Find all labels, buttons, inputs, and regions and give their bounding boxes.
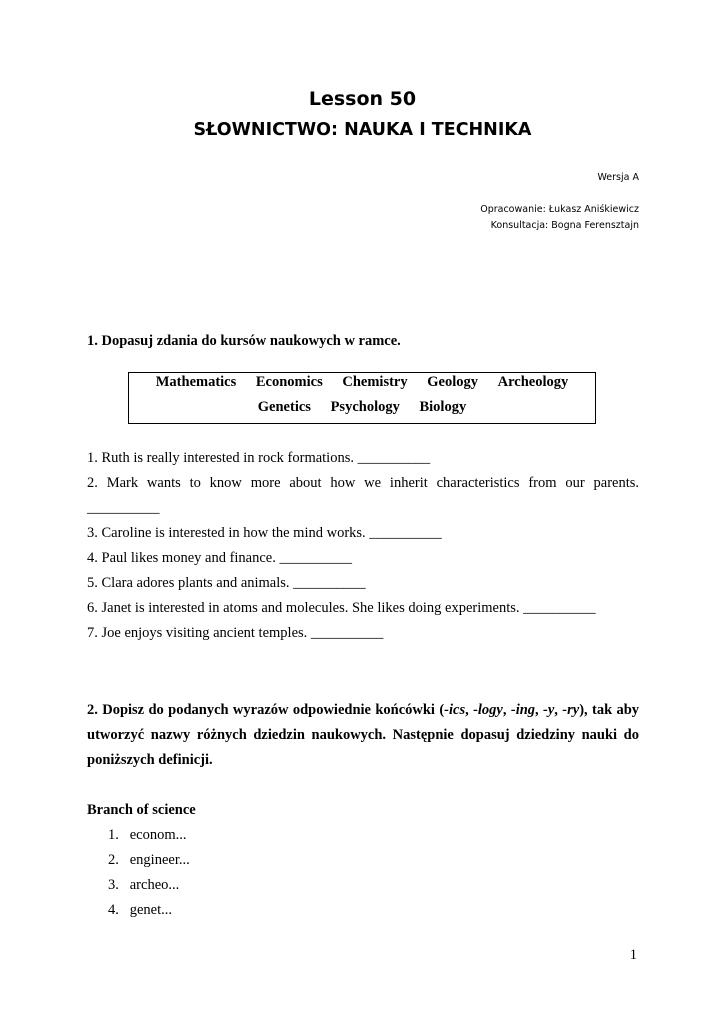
exercise1-item-7: 7. Joe enjoys visiting ancient temples. __________ bbox=[87, 625, 384, 641]
exercise2-heading-part1: 2. Dopisz do podanych wyrazów odpowiednie końcówki ( bbox=[87, 702, 445, 718]
word-chemistry: Chemistry bbox=[342, 374, 408, 390]
lesson-subtitle: SŁOWNICTWO: NAUKA I TECHNIKA bbox=[193, 120, 532, 140]
exercise1-item-6: 6. Janet is interested in atoms and molecules. She likes doing experiments. __________ bbox=[87, 600, 596, 616]
suffix-ry: -ry bbox=[562, 702, 580, 718]
suffix-ics: -ics bbox=[444, 702, 466, 718]
suffix-logy: -logy bbox=[473, 702, 503, 718]
exercise1-item-1: 1. Ruth is really interested in rock formations. __________ bbox=[87, 450, 431, 466]
exercise1-item-2: 2. Mark wants to know more about how we inherit characteristics from our parents. bbox=[87, 475, 639, 491]
page-number: 1 bbox=[629, 947, 637, 963]
branch-item-4: 4. genet... bbox=[108, 902, 173, 918]
exercise1-heading: 1. Dopasuj zdania do kursów naukowych w ramce. bbox=[87, 333, 401, 349]
exercise2-heading bbox=[87, 698, 639, 773]
word-box bbox=[128, 372, 596, 424]
word-mathematics: Mathematics bbox=[155, 374, 237, 390]
branch-item-3: 3. archeo... bbox=[108, 877, 180, 893]
exercise2-heading-part2: ), tak aby utworzyć nazwy różnych dziedzin naukowych. Następnie dopasuj dziedziny nauki do poniższych definicji. bbox=[87, 702, 640, 768]
suffix-sep-1: , bbox=[465, 702, 474, 718]
suffix-sep-3: , bbox=[535, 702, 544, 718]
word-psychology: Psychology bbox=[330, 399, 400, 415]
word-archeology: Archeology bbox=[497, 374, 569, 390]
word-biology: Biology bbox=[419, 399, 467, 415]
lesson-title: Lesson 50 bbox=[308, 88, 417, 110]
exercise1-item-2-blank: __________ bbox=[87, 500, 160, 516]
author-label: Opracowanie: Łukasz Aniśkiewicz bbox=[480, 204, 639, 215]
word-box-line2 bbox=[129, 399, 595, 416]
exercise1-item-3: 3. Caroline is interested in how the mind works. __________ bbox=[87, 525, 442, 541]
exercise1-item-5: 5. Clara adores plants and animals. __________ bbox=[87, 575, 366, 591]
consultant-label: Konsultacja: Bogna Ferensztajn bbox=[490, 220, 639, 231]
suffix-ing: -ing bbox=[510, 702, 536, 718]
word-genetics: Genetics bbox=[257, 399, 311, 415]
exercise1-item-4: 4. Paul likes money and finance. __________ bbox=[87, 550, 352, 566]
word-box-line1 bbox=[129, 374, 595, 391]
branch-item-1: 1. econom... bbox=[108, 827, 187, 843]
suffix-sep-4: , bbox=[554, 702, 563, 718]
word-geology: Geology bbox=[427, 374, 478, 390]
branch-item-2: 2. engineer... bbox=[108, 852, 190, 868]
suffix-y: -y bbox=[543, 702, 555, 718]
suffix-sep-2: , bbox=[502, 702, 511, 718]
version-label: Wersja A bbox=[597, 172, 639, 183]
branch-of-science-title: Branch of science bbox=[87, 802, 196, 818]
word-economics: Economics bbox=[255, 374, 323, 390]
